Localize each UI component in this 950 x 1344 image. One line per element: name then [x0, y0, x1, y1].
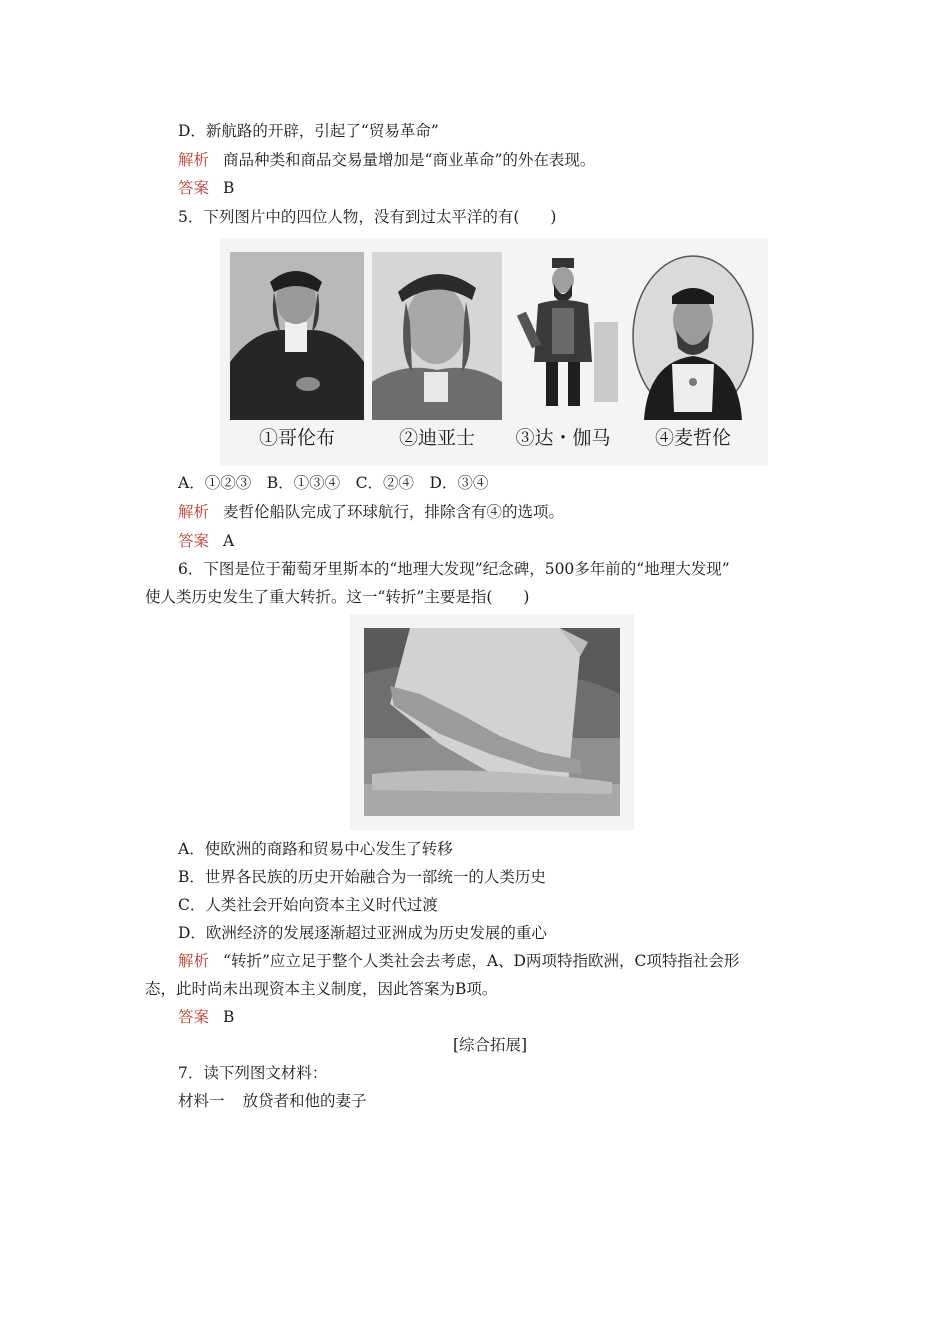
q5-stem: 5．下列图片中的四位人物，没有到过太平洋的有( ) — [178, 208, 557, 226]
analysis-text: “转折”应立足于整个人类社会去考虑，A、D两项特指欧洲，C项特指社会形 — [223, 952, 740, 970]
answer-label: 答案 — [178, 179, 210, 197]
answer-label: 答案 — [178, 532, 210, 550]
q6-analysis-line2: 态，此时尚未出现资本主义制度，因此答案为B项。 — [145, 980, 498, 998]
q6-answer — [178, 1006, 234, 1028]
material-label: 材料一 — [178, 1092, 225, 1110]
discoveries-monument-photo — [350, 614, 634, 830]
portrait-magellan — [628, 252, 758, 420]
q6-option-d: D．欧洲经济的发展逐渐超过亚洲成为历史发展的重心 — [178, 924, 547, 942]
q7-material — [178, 1090, 367, 1112]
answer-value: B — [223, 179, 235, 197]
analysis-text: 商品种类和商品交易量增加是“商业革命”的外在表现。 — [223, 151, 596, 169]
portrait-columbus — [230, 252, 364, 420]
portrait-da-gama — [502, 252, 624, 420]
q6-option-c: C．人类社会开始向资本主义时代过渡 — [178, 896, 438, 914]
q6-stem-line1: 6．下图是位于葡萄牙里斯本的“地理大发现”纪念碑，500多年前的“地理大发现” — [178, 560, 730, 578]
q5-analysis — [178, 501, 564, 523]
q6-option-b: B．世界各民族的历史开始融合为一部统一的人类历史 — [178, 868, 546, 886]
portrait-dias — [372, 252, 502, 420]
material-title: 放贷者和他的妻子 — [242, 1092, 367, 1110]
analysis-text: 麦哲伦船队完成了环球航行，排除含有④的选项。 — [223, 503, 565, 521]
analysis-label: 解析 — [178, 952, 210, 970]
q5-options: A．①②③ B．①③④ C．②④ D．③④ — [178, 474, 489, 492]
q4-answer — [178, 177, 234, 199]
analysis-label: 解析 — [178, 151, 210, 169]
answer-value: A — [223, 532, 235, 550]
q6-option-a: A．使欧洲的商路和贸易中心发生了转移 — [178, 840, 453, 858]
answer-value: B — [223, 1008, 235, 1026]
q5-answer — [178, 530, 234, 552]
q4-analysis — [178, 149, 595, 171]
section-heading: [综合拓展] — [452, 1036, 528, 1054]
q6-analysis-line1 — [178, 950, 739, 972]
caption-magellan: ④麦哲伦 — [654, 427, 731, 449]
explorer-portraits-figure — [220, 238, 768, 466]
analysis-label: 解析 — [178, 503, 210, 521]
q4-option-d: D．新航路的开辟，引起了“贸易革命” — [178, 122, 439, 140]
caption-columbus: ①哥伦布 — [258, 427, 335, 449]
caption-dias: ②迪亚士 — [398, 427, 475, 449]
q6-stem-line2: 使人类历史发生了重大转折。这一“转折”主要是指( ) — [145, 588, 530, 606]
q7-stem: 7．读下列图文材料： — [178, 1064, 328, 1082]
caption-da-gama: ③达・伽马 — [515, 427, 611, 449]
answer-label: 答案 — [178, 1008, 210, 1026]
